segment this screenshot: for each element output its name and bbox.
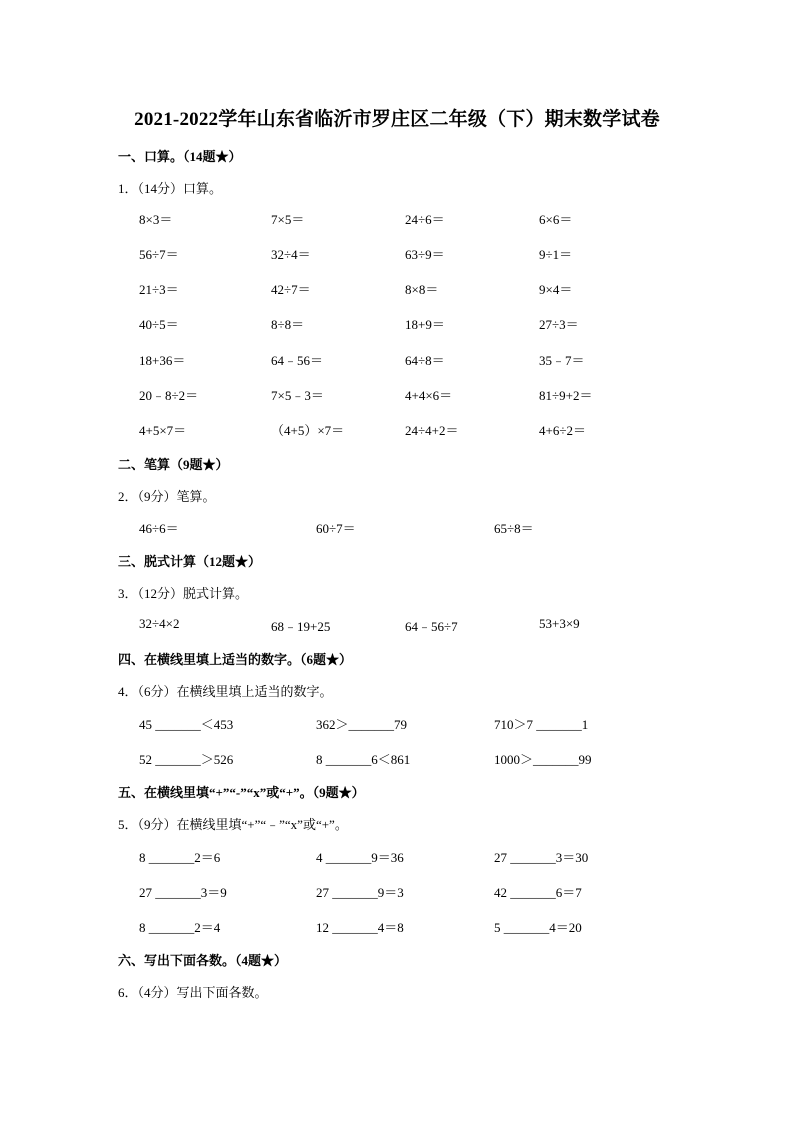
step-item: 64﹣56÷7: [405, 619, 458, 634]
oral-item: 81÷9+2＝: [539, 388, 593, 403]
fill-operator-item: 8 _______2＝6: [139, 850, 221, 865]
oral-item: 27÷3＝: [539, 317, 579, 332]
fill-digit-item: 362＞_______79: [316, 717, 408, 732]
oral-item: 20﹣8÷2＝: [139, 388, 199, 403]
fill-digit-item: 1000＞_______99: [494, 752, 592, 767]
oral-item: 8÷8＝: [271, 317, 305, 332]
oral-item: 64﹣56＝: [271, 353, 324, 368]
written-item: 60÷7＝: [316, 521, 356, 536]
oral-item: 63÷9＝: [405, 247, 445, 262]
oral-item: 18+36＝: [139, 353, 186, 368]
fill-operator-item: 4 _______9＝36: [316, 850, 404, 865]
question-1: 1．（14分）口算。: [118, 181, 223, 196]
oral-row-6: [0, 385, 794, 405]
section-4-heading: 四、在横线里填上适当的数字。（6题★）: [118, 652, 353, 667]
oral-item: 7×5﹣3＝: [271, 388, 324, 403]
fill-operator-item: 27 _______3＝30: [494, 850, 589, 865]
fill-digit-item: 45 _______＜453: [139, 717, 234, 732]
fill-operator-row-1: [0, 847, 794, 867]
fill-operator-item: 27 _______9＝3: [316, 885, 404, 900]
question-2: 2．（9分）笔算。: [118, 489, 216, 504]
fill-operator-item: 42 _______6＝7: [494, 885, 582, 900]
oral-item: 18+9＝: [405, 317, 445, 332]
oral-item: 4+5×7＝: [139, 423, 187, 438]
section-1-heading: 一、口算。（14题★）: [118, 149, 242, 164]
oral-item: 4+4×6＝: [405, 388, 453, 403]
fill-operator-item: 8 _______2＝4: [139, 920, 221, 935]
question-5: 5．（9分）在横线里填“+”“﹣”“x”或“+”。: [118, 817, 348, 832]
oral-item: （4+5）×7＝: [271, 423, 345, 438]
oral-row-5: [0, 350, 794, 370]
fill-operator-item: 5 _______4＝20: [494, 920, 582, 935]
fill-digit-item: 8 _______6＜861: [316, 752, 411, 767]
fill-operator-item: 12 _______4＝8: [316, 920, 404, 935]
written-item: 65÷8＝: [494, 521, 534, 536]
fill-digit-row-2: [0, 749, 794, 769]
step-row-1: [0, 616, 794, 636]
oral-item: 24÷4+2＝: [405, 423, 459, 438]
section-5-heading: 五、在横线里填“+”“-”“x”或“+”。（9题★）: [118, 785, 365, 800]
question-4: 4．（6分）在横线里填上适当的数字。: [118, 684, 333, 699]
oral-item: 40÷5＝: [139, 317, 179, 332]
question-6: 6．（4分）写出下面各数。: [118, 985, 268, 1000]
oral-row-4: [0, 314, 794, 334]
section-3-heading: 三、脱式计算（12题★）: [118, 554, 262, 569]
fill-digit-item: 710＞7 _______1: [494, 717, 589, 732]
fill-operator-row-3: [0, 917, 794, 937]
fill-digit-item: 52 _______＞526: [139, 752, 234, 767]
oral-item: 21÷3＝: [139, 282, 179, 297]
step-item: 53+3×9: [539, 616, 580, 631]
oral-item: 35﹣7＝: [539, 353, 585, 368]
oral-item: 9×4＝: [539, 282, 573, 297]
fill-operator-row-2: [0, 882, 794, 902]
step-item: 32÷4×2: [139, 616, 180, 631]
written-row-1: [0, 518, 794, 538]
oral-row-2: [0, 244, 794, 264]
fill-digit-row-1: [0, 714, 794, 734]
oral-item: 6×6＝: [539, 212, 573, 227]
oral-item: 64÷8＝: [405, 353, 445, 368]
oral-item: 8×8＝: [405, 282, 439, 297]
oral-item: 32÷4＝: [271, 247, 311, 262]
fill-operator-item: 27 _______3＝9: [139, 885, 227, 900]
oral-item: 42÷7＝: [271, 282, 311, 297]
oral-item: 4+6÷2＝: [539, 423, 586, 438]
oral-item: 24÷6＝: [405, 212, 445, 227]
section-6-heading: 六、写出下面各数。（4题★）: [118, 953, 288, 968]
written-item: 46÷6＝: [139, 521, 179, 536]
oral-row-1: [0, 209, 794, 229]
section-2-heading: 二、笔算（9题★）: [118, 457, 229, 472]
step-item: 68﹣19+25: [271, 619, 331, 634]
oral-row-7: [0, 420, 794, 440]
exam-title: 2021-2022学年山东省临沂市罗庄区二年级（下）期末数学试卷: [134, 109, 660, 130]
question-3: 3．（12分）脱式计算。: [118, 586, 249, 601]
oral-item: 7×5＝: [271, 212, 305, 227]
oral-item: 8×3＝: [139, 212, 173, 227]
oral-item: 56÷7＝: [139, 247, 179, 262]
oral-item: 9÷1＝: [539, 247, 573, 262]
oral-row-3: [0, 279, 794, 299]
